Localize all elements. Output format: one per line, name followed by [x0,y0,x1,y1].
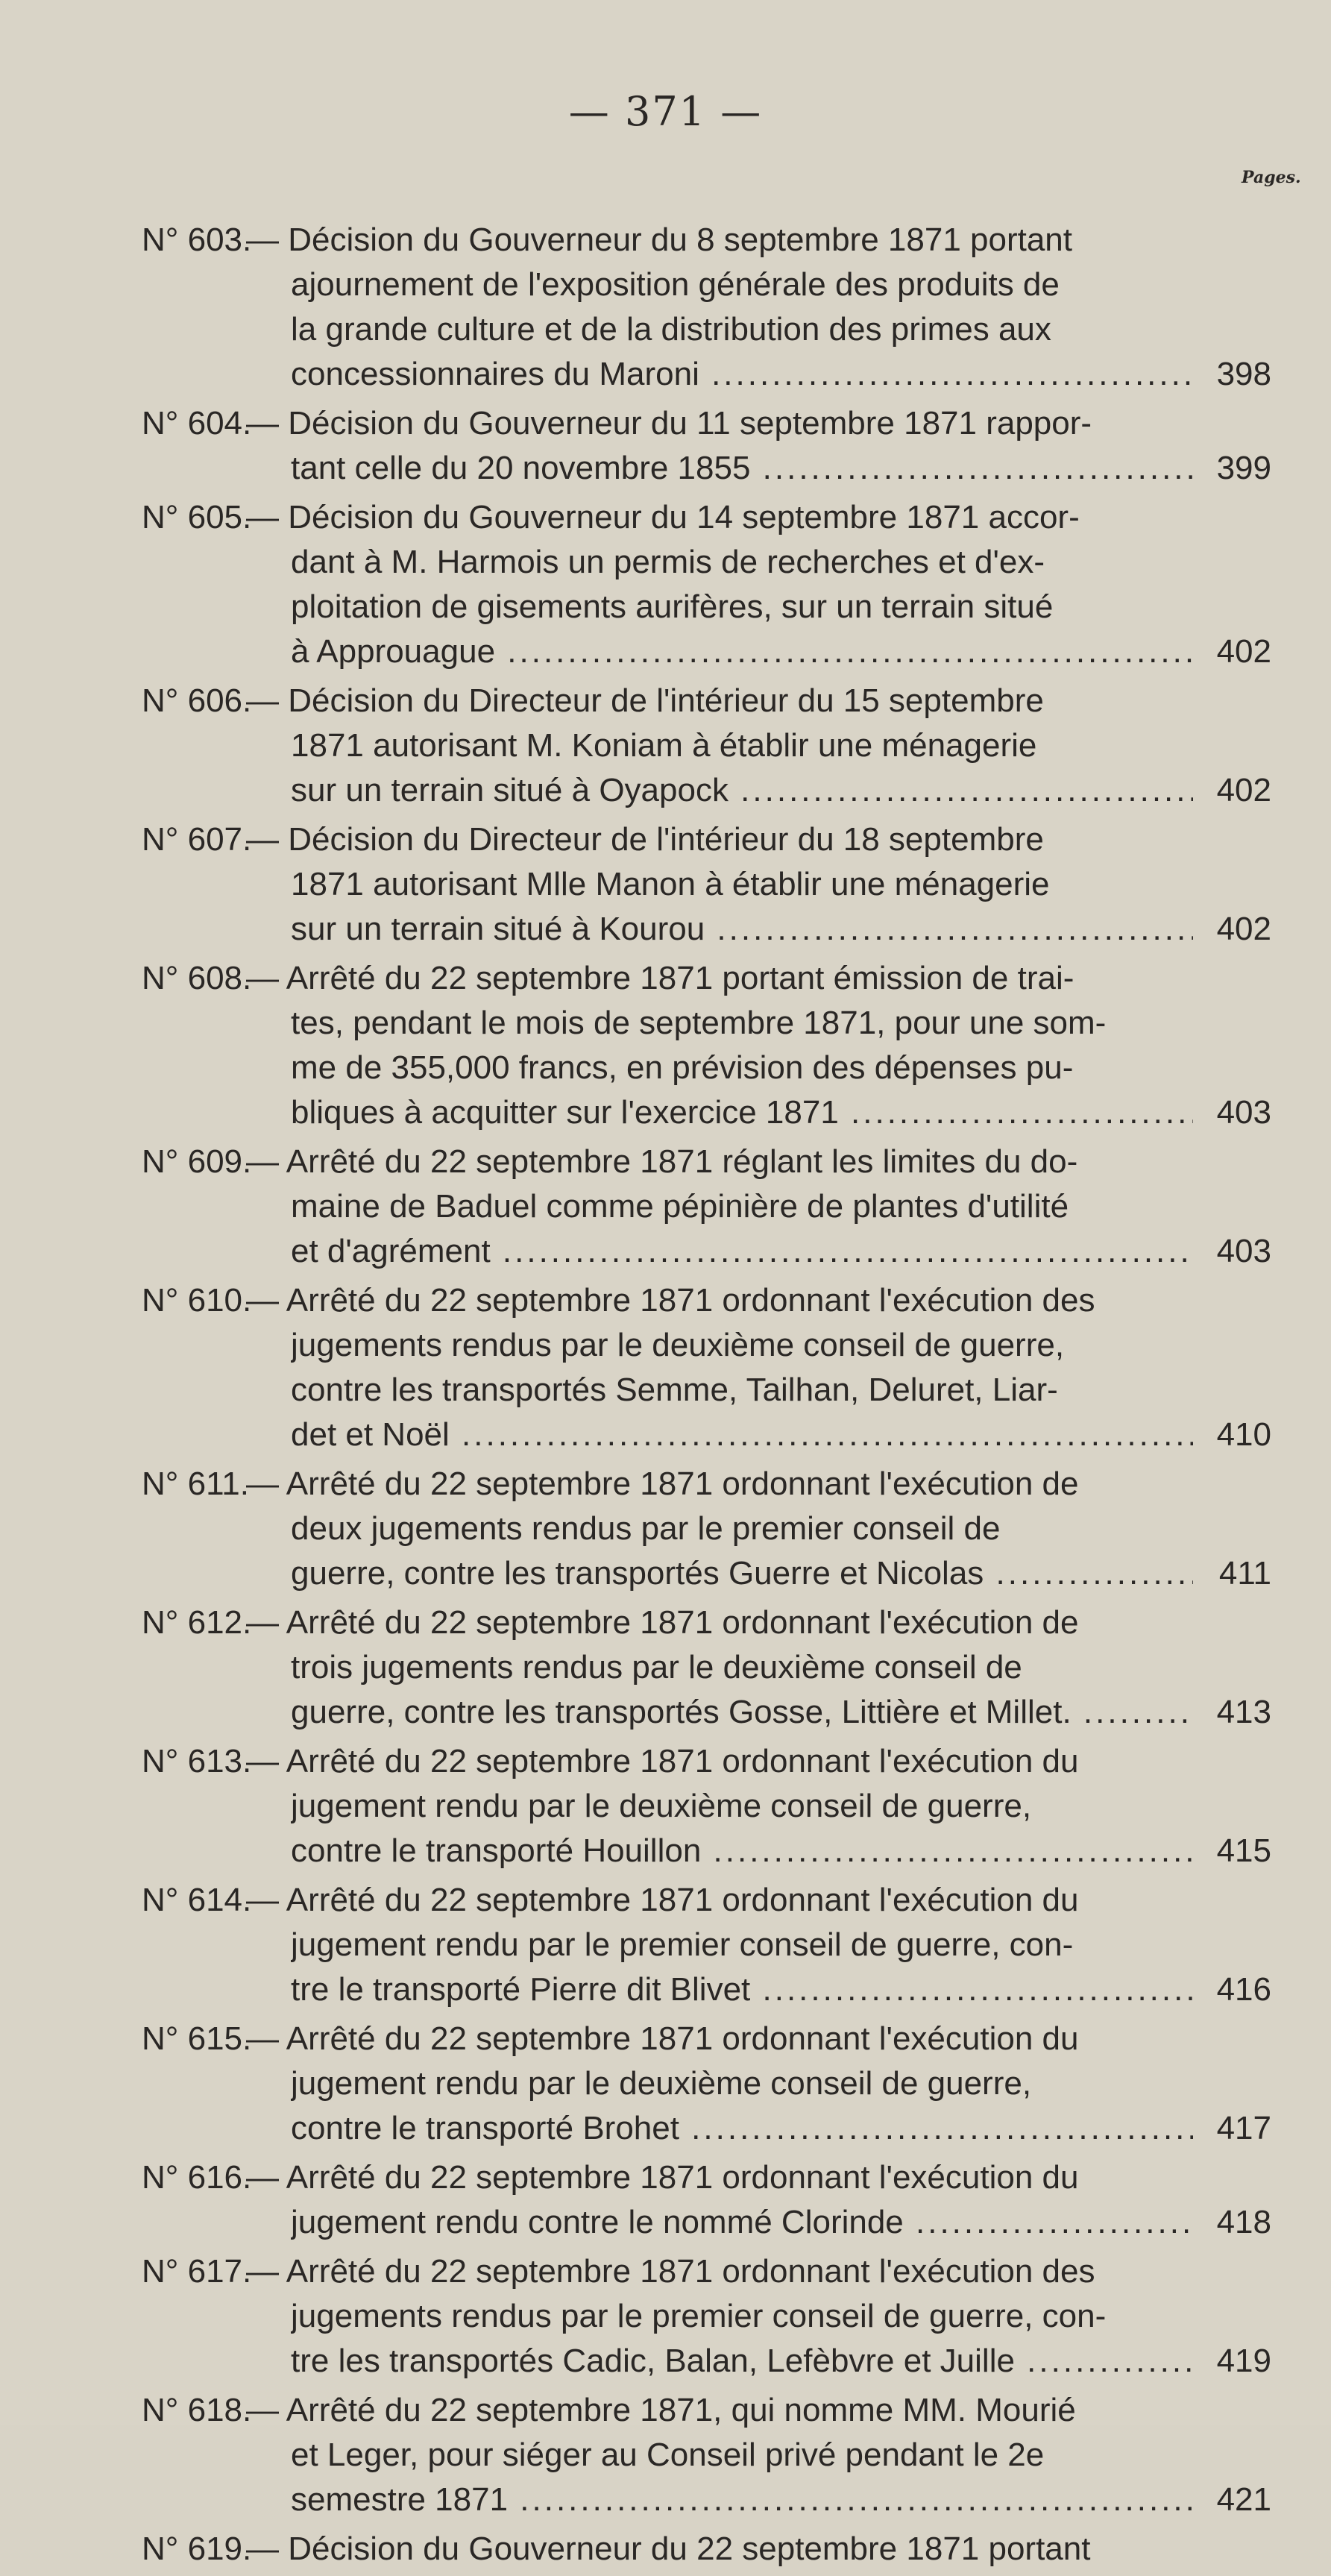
entry-line: maine de Baduel comme pépinière de plantes d'utilité [291,1188,1069,1225]
entry-description [246,2388,1193,2522]
entry-page-number: 399 [1216,450,1271,486]
entry-line: ploitation de gisements aurifères, sur un terrain situé [291,588,1054,625]
entry-line: trois jugements rendus par le deuxième conseil de [291,1649,1022,1686]
entry-line: contre les transportés Semme, Tailhan, Deluret, Liar- [291,1372,1058,1408]
entry-page-number: 402 [1216,633,1271,670]
entry-line: jugement rendu contre le nommé Clorinde ..... [291,2200,1193,2245]
entry-line: jugements rendus par le deuxième conseil de guerre, [291,1327,1065,1363]
entry-page-number: 419 [1216,2343,1271,2379]
entry-number: N° 616. [142,2159,252,2196]
entry-line: me de 355,000 francs, en prévision des dépenses pu- [291,1049,1074,1086]
entry-page-number: 413 [1216,1694,1271,1730]
entry-number: N° 613. [142,1743,252,1779]
entry-line: — Arrêté du 22 septembre 1871 ordonnant l'exécution de [246,1604,1079,1641]
entry-description [246,1600,1193,1735]
entry-page-number: 403 [1216,1094,1271,1131]
entry-page-number: 415 [1216,1832,1271,1869]
entry-line: concessionnaires du Maroni ..... [291,352,1193,397]
entry-line: 1871 autorisant Mlle Manon à établir une ménagerie [291,866,1050,902]
entry-description [246,1140,1193,1274]
entry-line: — Arrêté du 22 septembre 1871 ordonnant l'exécution du [246,1743,1079,1779]
entry-line: — Décision du Directeur de l'intérieur du 15 septembre [246,682,1044,719]
entry-line: 1871 autorisant M. Koniam à établir une ménagerie [291,727,1037,764]
entry-line: — Décision du Directeur de l'intérieur du 18 septembre [246,821,1044,858]
entry-line: bliques à acquitter sur l'exercice 1871 ..... [291,1090,1193,1135]
entry-line: sur un terrain situé à Kourou ..... [291,907,1193,952]
page-number: — 371 — [568,88,763,135]
entry-line: — Décision du Gouverneur du 22 septembre 1871 portant [246,2531,1091,2567]
entry-page-number: 418 [1216,2204,1271,2240]
entry-line: — Décision du Gouverneur du 8 septembre 1871 portant [246,222,1072,258]
entry-page-number: 403 [1216,1233,1271,1269]
entry-line: sur un terrain situé à Oyapock ..... [291,768,1193,813]
entry-number: N° 604. [142,405,252,442]
entry-line: tre le transporté Pierre dit Blivet ..... [291,1967,1193,2012]
entry-line: — Décision du Gouverneur du 14 septembre 1871 accor- [246,499,1080,535]
entry-line: tes, pendant le mois de septembre 1871, pour une som- [291,1005,1107,1041]
entry-description [246,2155,1193,2245]
entry-line: guerre, contre les transportés Guerre et Nicolas ..... [291,1551,1193,1596]
entry-line: semestre 1871 ..... [291,2478,1193,2522]
toc-entry [0,401,1331,491]
table-of-contents [0,218,1331,2576]
entry-number: N° 609. [142,1143,252,1180]
entry-line: — Arrêté du 22 septembre 1871 ordonnant l'exécution des [246,2253,1095,2290]
entry-page-number: 416 [1216,1971,1271,2008]
entry-description [246,2017,1193,2151]
entry-number: N° 607. [142,821,252,858]
entry-page-number: 402 [1216,772,1271,808]
entry-line: deux jugements rendus par le premier conseil de [291,1510,1001,1547]
toc-entry [0,2388,1331,2522]
entry-number: N° 614. [142,1882,252,1918]
entry-page-number: 421 [1216,2481,1271,2518]
entry-line: jugement rendu par le deuxième conseil de guerre, [291,2065,1032,2102]
entry-number: N° 608. [142,960,252,996]
entry-line: — Arrêté du 22 septembre 1871 portant émission de trai- [246,960,1074,996]
toc-entry [0,1462,1331,1596]
entry-number: N° 612. [142,1604,252,1641]
toc-entry [0,1878,1331,2012]
entry-line: — Arrêté du 22 septembre 1871 ordonnant l'exécution du [246,1882,1079,1918]
entry-line: tant celle du 20 novembre 1855 ..... [291,446,1193,491]
entry-line: — Arrêté du 22 septembre 1871, qui nomme MM. Mourié [246,2392,1076,2428]
entry-description [246,2527,1193,2572]
entry-description [246,1462,1193,1596]
entry-number: N° 617. [142,2253,252,2290]
entry-line: contre le transporté Brohet ..... [291,2106,1193,2151]
entry-number: N° 615. [142,2020,252,2057]
entry-description [246,495,1193,674]
entry-page-number: 410 [1216,1416,1271,1453]
entry-description [246,1278,1193,1457]
entry-page-number: 411 [1218,1555,1271,1592]
entry-line: et Leger, pour siéger au Conseil privé pendant le 2e [291,2437,1045,2473]
toc-entry [0,1600,1331,1735]
entry-line: — Décision du Gouverneur du 11 septembre 1871 rappor- [246,405,1092,442]
toc-entry [0,679,1331,813]
entry-description [246,817,1193,952]
entry-number: N° 606. [142,682,252,719]
entry-line: à Approuague ..... [291,629,1193,674]
toc-entry [0,2249,1331,2384]
toc-entry [0,2155,1331,2245]
entry-description [246,679,1193,813]
toc-entry [0,2527,1331,2572]
entry-line: jugement rendu par le premier conseil de guerre, con- [291,1926,1074,1963]
entry-line: — Arrêté du 22 septembre 1871 ordonnant l'exécution du [246,2020,1079,2057]
entry-description [246,1878,1193,2012]
entry-description [246,1739,1193,1873]
entry-line: — Arrêté du 22 septembre 1871 ordonnant l'exécution du [246,2159,1079,2196]
toc-entry [0,817,1331,952]
entry-line: dant à M. Harmois un permis de recherches et d'ex- [291,544,1045,580]
entry-description [246,956,1193,1135]
entry-line: contre le transporté Houillon ..... [291,1829,1193,1873]
entry-line: det et Noël ..... [291,1413,1193,1457]
entry-line: la grande culture et de la distribution des primes aux [291,311,1051,348]
toc-entry [0,1739,1331,1873]
entry-description [246,401,1193,491]
entry-line: ajournement de l'exposition générale des produits de [291,266,1060,303]
entry-number: N° 605. [142,499,252,535]
entry-line: — Arrêté du 22 septembre 1871 ordonnant l'exécution des [246,1282,1095,1319]
pages-column-label: Pages. [1242,168,1301,187]
entry-line: et d'agrément ..... [291,1229,1193,1274]
entry-line: guerre, contre les transportés Gosse, Littière et Millet. ..... [291,1690,1193,1735]
entry-number: N° 610. [142,1282,252,1319]
toc-entry [0,218,1331,397]
entry-page-number: 402 [1216,911,1271,947]
toc-entry [0,495,1331,674]
entry-description [246,2249,1193,2384]
entry-page-number: 398 [1216,356,1271,392]
toc-entry [0,1278,1331,1457]
toc-entry [0,2017,1331,2151]
entry-number: N° 619. [142,2531,252,2567]
entry-number: N° 611. [142,1466,249,1502]
entry-page-number: 417 [1216,2110,1271,2146]
entry-description [246,218,1193,397]
toc-entry [0,1140,1331,1274]
toc-entry [0,956,1331,1135]
entry-line: tre les transportés Cadic, Balan, Lefèbvre et Juille ..... [291,2339,1193,2384]
entry-line: jugement rendu par le deuxième conseil de guerre, [291,1788,1032,1824]
entry-line: jugements rendus par le premier conseil de guerre, con- [291,2298,1107,2334]
entry-line: — Arrêté du 22 septembre 1871 ordonnant l'exécution de [246,1466,1079,1502]
entry-number: N° 603. [142,222,252,258]
entry-line: — Arrêté du 22 septembre 1871 réglant les limites du do- [246,1143,1078,1180]
entry-number: N° 618. [142,2392,252,2428]
